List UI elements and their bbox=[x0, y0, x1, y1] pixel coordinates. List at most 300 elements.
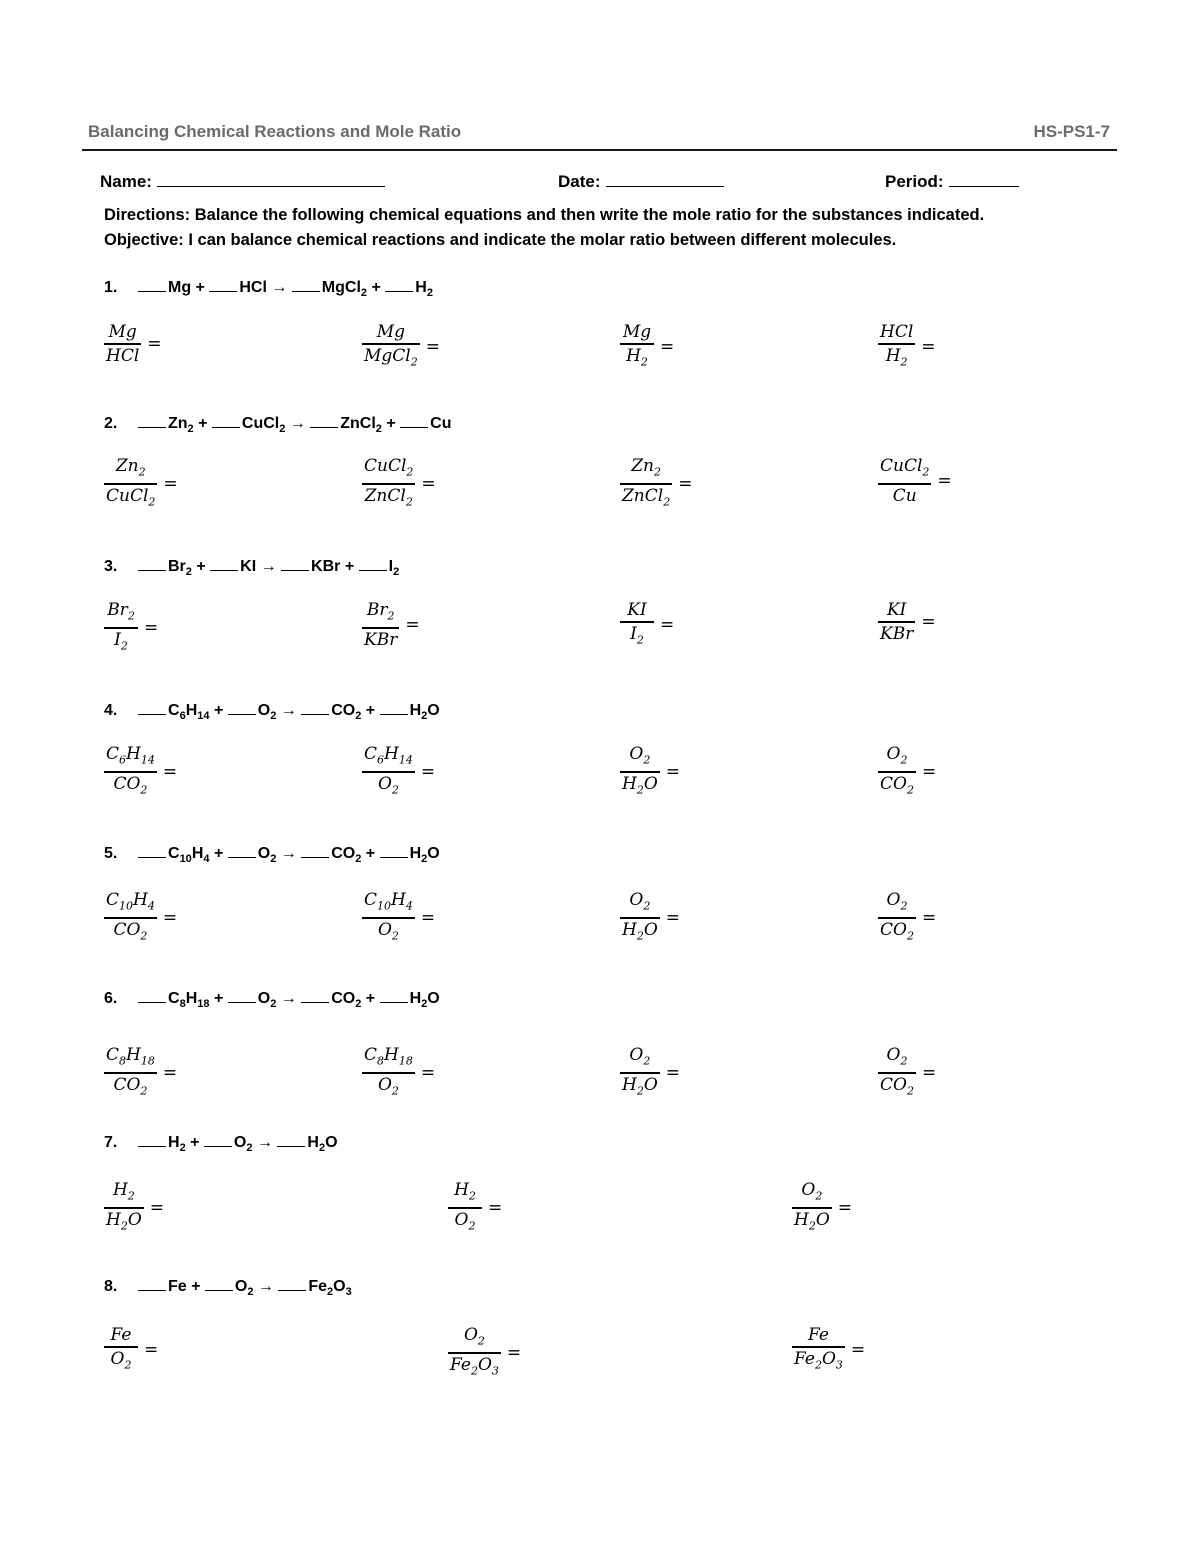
denominator-subscript: 2 bbox=[640, 355, 648, 369]
ratio-denominator bbox=[620, 485, 672, 512]
formula-element: H bbox=[409, 990, 422, 1007]
ratio-fraction bbox=[362, 1045, 415, 1102]
numerator-element: KI bbox=[886, 600, 907, 620]
denominator-element: O bbox=[377, 920, 392, 941]
denominator-subscript: 2 bbox=[468, 1219, 476, 1233]
coefficient-blank[interactable] bbox=[359, 557, 387, 571]
denominator-element: I bbox=[630, 624, 637, 644]
mole-ratio bbox=[104, 890, 177, 947]
coefficient-blank[interactable] bbox=[138, 701, 166, 715]
denominator-subscript: 2 bbox=[906, 783, 914, 797]
denominator-element: CO bbox=[113, 774, 141, 795]
chemical-equation bbox=[138, 845, 440, 866]
problem-3-equation bbox=[104, 557, 399, 578]
mole-ratio bbox=[104, 1180, 164, 1237]
formula-element: H bbox=[185, 990, 198, 1007]
ratio-denominator bbox=[363, 485, 415, 512]
ratio-numerator bbox=[375, 322, 407, 343]
numerator-element: CuCl bbox=[364, 456, 407, 476]
chemical-equation bbox=[138, 415, 452, 436]
ratio-numerator bbox=[885, 890, 910, 917]
coefficient-blank[interactable] bbox=[138, 989, 166, 1003]
formula bbox=[233, 1134, 253, 1155]
coefficient-blank[interactable] bbox=[138, 414, 166, 428]
denominator-element: H bbox=[885, 346, 901, 366]
problem-number: 1. bbox=[104, 279, 118, 296]
formula bbox=[168, 415, 194, 436]
equals-sign: = bbox=[144, 618, 159, 639]
mole-ratio bbox=[792, 1180, 852, 1237]
ratio-fraction bbox=[362, 322, 420, 372]
coefficient-blank[interactable] bbox=[292, 278, 320, 292]
denominator-subscript: 2 bbox=[391, 783, 399, 797]
equals-sign: = bbox=[163, 474, 178, 495]
formula-subscript: 2 bbox=[327, 1286, 334, 1299]
mole-ratio bbox=[104, 322, 162, 366]
equals-sign: = bbox=[921, 908, 937, 929]
coefficient-blank[interactable] bbox=[380, 844, 408, 858]
ratio-fraction bbox=[620, 890, 660, 947]
coefficient-blank[interactable] bbox=[210, 557, 238, 571]
numerator-subscript: 2 bbox=[815, 1189, 823, 1203]
mole-ratio bbox=[620, 456, 692, 513]
instructions bbox=[104, 203, 984, 253]
formula-element: C bbox=[168, 990, 180, 1007]
coefficient-blank[interactable] bbox=[380, 701, 408, 715]
denominator-element: O bbox=[454, 1210, 469, 1231]
ratio-numerator bbox=[627, 890, 652, 917]
denominator-element: O bbox=[815, 1210, 830, 1231]
formula-element: CO bbox=[331, 702, 356, 719]
mole-ratio bbox=[620, 890, 680, 947]
reaction-arrow: → bbox=[276, 845, 302, 862]
formula bbox=[257, 845, 277, 866]
equals-sign: = bbox=[421, 474, 436, 495]
page-header bbox=[88, 118, 1110, 146]
formula-subscript: 14 bbox=[197, 710, 210, 723]
ratio-denominator bbox=[111, 1074, 149, 1101]
problem-number: 4. bbox=[104, 702, 118, 719]
ratio-numerator bbox=[104, 1045, 157, 1072]
numerator-subscript: 2 bbox=[477, 1334, 485, 1348]
equals-sign: = bbox=[420, 908, 436, 929]
equals-sign: = bbox=[921, 762, 937, 783]
coefficient-blank[interactable] bbox=[212, 414, 240, 428]
ratio-denominator bbox=[792, 1348, 845, 1375]
denominator-element: O bbox=[643, 1075, 658, 1096]
formula bbox=[168, 845, 210, 866]
equals-sign: = bbox=[921, 337, 936, 358]
formula bbox=[168, 1134, 186, 1155]
mole-ratio bbox=[620, 744, 680, 801]
formula-subscript: 2 bbox=[247, 1286, 254, 1299]
problem-number: 3. bbox=[104, 558, 118, 575]
denominator-subscript: 2 bbox=[906, 1084, 914, 1098]
ratio-fraction bbox=[362, 456, 415, 513]
ratio-numerator bbox=[462, 1325, 487, 1352]
ratio-denominator bbox=[376, 1074, 401, 1101]
ratio-denominator bbox=[111, 773, 149, 800]
numerator-element: CuCl bbox=[880, 456, 923, 476]
coefficient-blank[interactable] bbox=[380, 989, 408, 1003]
ratio-numerator bbox=[878, 456, 931, 483]
equals-sign: = bbox=[665, 762, 681, 783]
equals-sign: = bbox=[162, 908, 178, 929]
ratio-fraction bbox=[104, 322, 141, 366]
coefficient-blank[interactable] bbox=[138, 1277, 166, 1291]
formula-subscript: 3 bbox=[345, 1286, 352, 1299]
formula-element: Fe bbox=[168, 1278, 187, 1295]
equals-sign: = bbox=[937, 471, 952, 492]
formula-subscript: 2 bbox=[270, 710, 277, 723]
coefficient-blank[interactable] bbox=[209, 278, 237, 292]
ratio-fraction bbox=[878, 456, 931, 506]
formula-subscript: 2 bbox=[185, 566, 192, 579]
coefficient-blank[interactable] bbox=[310, 414, 338, 428]
period-blank[interactable] bbox=[949, 170, 1019, 187]
plus-sign: + bbox=[186, 1278, 205, 1295]
mole-ratio bbox=[362, 600, 420, 650]
formula-subscript: 2 bbox=[421, 710, 428, 723]
formula-element: O bbox=[257, 845, 271, 862]
formula-subscript: 2 bbox=[279, 423, 286, 436]
mole-ratio bbox=[362, 890, 435, 947]
formula-subscript: 2 bbox=[270, 853, 277, 866]
coefficient-blank[interactable] bbox=[228, 701, 256, 715]
mole-ratio bbox=[878, 890, 936, 947]
formula-subscript: 2 bbox=[393, 566, 400, 579]
problem-4-equation bbox=[104, 701, 440, 722]
reaction-arrow: → bbox=[256, 558, 282, 575]
formula-element: H bbox=[409, 702, 422, 719]
coefficient-blank[interactable] bbox=[228, 989, 256, 1003]
period-field[interactable] bbox=[885, 170, 1019, 192]
formula-subscript: 8 bbox=[179, 998, 186, 1011]
formula bbox=[239, 279, 267, 296]
ratio-denominator bbox=[448, 1354, 501, 1381]
coefficient-blank[interactable] bbox=[277, 1133, 305, 1147]
denominator-element: MgCl bbox=[364, 346, 411, 366]
numerator-subscript: 2 bbox=[387, 609, 395, 623]
denominator-element: CO bbox=[880, 920, 907, 941]
ratio-fraction bbox=[620, 744, 660, 801]
date-field[interactable] bbox=[558, 170, 724, 192]
numerator-element: O bbox=[886, 1045, 901, 1065]
formula bbox=[331, 845, 362, 866]
formula-subscript: 6 bbox=[179, 710, 186, 723]
coefficient-blank[interactable] bbox=[301, 701, 329, 715]
ratio-fraction bbox=[104, 1045, 157, 1102]
equals-sign: = bbox=[665, 1063, 681, 1084]
formula bbox=[409, 702, 440, 723]
numerator-element: Mg bbox=[108, 322, 137, 342]
reaction-arrow: → bbox=[285, 415, 311, 432]
coefficient-blank[interactable] bbox=[385, 278, 413, 292]
numerator-subscript: 2 bbox=[643, 899, 651, 913]
numerator-element: H bbox=[126, 744, 141, 764]
formula-subscript: 18 bbox=[197, 998, 210, 1011]
problem-number: 6. bbox=[104, 990, 118, 1007]
numerator-subscript: 6 bbox=[119, 753, 127, 767]
ratio-fraction bbox=[104, 744, 157, 801]
problem-number: 2. bbox=[104, 415, 118, 432]
name-field[interactable] bbox=[100, 170, 385, 192]
formula-element: HCl bbox=[239, 279, 267, 296]
numerator-subscript: 4 bbox=[405, 899, 413, 913]
formula-element: Cu bbox=[430, 415, 452, 432]
ratio-denominator bbox=[104, 485, 157, 512]
numerator-subscript: 6 bbox=[377, 753, 385, 767]
mole-ratio bbox=[104, 600, 158, 657]
chemical-equation bbox=[138, 990, 440, 1011]
coefficient-blank[interactable] bbox=[138, 557, 166, 571]
equals-sign: = bbox=[425, 337, 440, 358]
formula-element: C bbox=[168, 702, 180, 719]
name-label: Name: bbox=[100, 172, 152, 191]
coefficient-blank[interactable] bbox=[204, 1133, 232, 1147]
formula bbox=[240, 558, 256, 575]
numerator-element: H bbox=[112, 1180, 128, 1200]
problem-number: 7. bbox=[104, 1134, 118, 1151]
numerator-element: Br bbox=[107, 600, 128, 620]
denominator-element: I bbox=[114, 630, 121, 651]
formula-element: H bbox=[168, 1134, 180, 1151]
denominator-subscript: 2 bbox=[470, 1364, 478, 1378]
denominator-element: H bbox=[622, 774, 637, 795]
reaction-arrow: → bbox=[276, 702, 302, 719]
equals-sign: = bbox=[147, 334, 162, 354]
denominator-subscript: 2 bbox=[140, 783, 148, 797]
ratio-denominator bbox=[109, 1348, 134, 1375]
denominator-element: O bbox=[110, 1349, 125, 1369]
numerator-subscript: 8 bbox=[377, 1054, 385, 1068]
chemical-equation bbox=[138, 558, 400, 579]
coefficient-blank[interactable] bbox=[278, 1277, 306, 1291]
mole-ratio bbox=[104, 456, 178, 513]
formula bbox=[234, 1278, 254, 1299]
numerator-subscript: 2 bbox=[138, 465, 146, 479]
numerator-element: Mg bbox=[622, 322, 652, 342]
denominator-subscript: 2 bbox=[124, 1358, 132, 1372]
mole-ratio bbox=[104, 744, 177, 801]
formula-element: O bbox=[257, 990, 271, 1007]
ratio-fraction bbox=[878, 322, 915, 372]
denominator-element: CO bbox=[113, 1075, 141, 1096]
formula-subscript: 2 bbox=[421, 853, 428, 866]
ratio-denominator bbox=[628, 623, 646, 650]
mole-ratio bbox=[620, 600, 674, 650]
formula bbox=[321, 279, 368, 300]
chemical-equation bbox=[138, 1134, 338, 1155]
numerator-subscript: 10 bbox=[119, 899, 134, 913]
mole-ratio bbox=[448, 1325, 521, 1382]
denominator-element: CO bbox=[880, 774, 907, 795]
date-blank[interactable] bbox=[606, 170, 724, 187]
ratio-fraction bbox=[362, 600, 399, 650]
formula bbox=[168, 558, 192, 579]
plus-sign: + bbox=[209, 845, 228, 862]
denominator-subscript: 2 bbox=[814, 1358, 822, 1372]
numerator-subscript: 2 bbox=[900, 1054, 908, 1068]
numerator-subscript: 8 bbox=[119, 1054, 127, 1068]
ratio-fraction bbox=[792, 1325, 845, 1375]
plus-sign: + bbox=[361, 702, 380, 719]
problem-2-equation bbox=[104, 414, 451, 435]
formula-subscript: 2 bbox=[375, 423, 382, 436]
ratio-numerator bbox=[627, 744, 652, 771]
ratio-numerator bbox=[629, 456, 663, 483]
problem-1-equation bbox=[104, 278, 433, 299]
denominator-element: H bbox=[106, 1210, 121, 1231]
ratio-fraction bbox=[620, 322, 654, 372]
ratio-fraction bbox=[620, 456, 672, 513]
equals-sign: = bbox=[660, 615, 675, 636]
denominator-subscript: 2 bbox=[808, 1219, 816, 1233]
formula bbox=[415, 279, 433, 300]
ratio-fraction bbox=[620, 600, 654, 650]
coefficient-blank[interactable] bbox=[138, 278, 166, 292]
formula-element: O bbox=[257, 702, 271, 719]
ratio-denominator bbox=[112, 629, 130, 656]
denominator-subscript: 2 bbox=[906, 929, 914, 943]
chemical-equation bbox=[138, 1278, 352, 1299]
plus-sign: + bbox=[361, 990, 380, 1007]
mole-ratio bbox=[878, 744, 936, 801]
plus-sign: + bbox=[340, 558, 359, 575]
ratio-denominator bbox=[620, 919, 660, 946]
formula bbox=[331, 702, 362, 723]
denominator-element: O bbox=[643, 774, 658, 795]
chemical-equation bbox=[138, 279, 433, 300]
plus-sign: + bbox=[191, 279, 210, 296]
chemical-equation bbox=[138, 702, 440, 723]
denominator-element: H bbox=[794, 1210, 809, 1231]
denominator-subscript: 2 bbox=[663, 495, 671, 509]
coefficient-blank[interactable] bbox=[301, 989, 329, 1003]
ratio-numerator bbox=[885, 600, 908, 621]
reaction-arrow: → bbox=[253, 1278, 279, 1295]
formula-subscript: 10 bbox=[179, 853, 192, 866]
ratio-denominator bbox=[620, 773, 660, 800]
denominator-element: Cu bbox=[892, 486, 917, 507]
numerator-element: C bbox=[364, 1045, 378, 1065]
numerator-element: O bbox=[886, 744, 901, 764]
ratio-fraction bbox=[620, 1045, 660, 1102]
formula-subscript: 2 bbox=[318, 1142, 326, 1155]
formula bbox=[409, 845, 440, 866]
equals-sign: = bbox=[149, 1198, 165, 1219]
ratio-denominator bbox=[624, 345, 650, 372]
ratio-numerator bbox=[365, 600, 397, 627]
ratio-denominator bbox=[620, 1074, 660, 1101]
coefficient-blank[interactable] bbox=[400, 414, 428, 428]
coefficient-blank[interactable] bbox=[228, 844, 256, 858]
ratio-fraction bbox=[448, 1180, 482, 1237]
formula-subscript: 2 bbox=[426, 287, 433, 300]
equals-sign: = bbox=[850, 1340, 866, 1361]
numerator-element: O bbox=[463, 1325, 478, 1345]
problem-5-equation bbox=[104, 844, 440, 865]
equals-sign: = bbox=[162, 1063, 178, 1084]
plus-sign: + bbox=[191, 558, 211, 575]
ratio-numerator bbox=[114, 456, 148, 483]
ratio-numerator bbox=[362, 744, 415, 771]
denominator-element: O bbox=[643, 920, 658, 941]
formula-element: H bbox=[191, 845, 204, 862]
ratio-denominator bbox=[792, 1209, 832, 1236]
equals-sign: = bbox=[660, 337, 675, 358]
numerator-subscript: 2 bbox=[900, 753, 908, 767]
ratio-numerator bbox=[109, 1325, 134, 1346]
ratio-denominator bbox=[362, 629, 399, 650]
formula-subscript: 2 bbox=[187, 423, 194, 436]
formula-element: O bbox=[427, 702, 440, 719]
denominator-element: H bbox=[626, 346, 641, 366]
formula bbox=[340, 415, 382, 436]
formula bbox=[168, 1278, 187, 1295]
reaction-arrow: → bbox=[266, 279, 292, 296]
numerator-element: O bbox=[886, 890, 901, 910]
denominator-element: O bbox=[377, 774, 392, 795]
coefficient-blank[interactable] bbox=[205, 1277, 233, 1291]
numerator-element: Br bbox=[366, 600, 388, 620]
plus-sign: + bbox=[361, 845, 380, 862]
numerator-element: O bbox=[629, 744, 644, 764]
coefficient-blank[interactable] bbox=[281, 557, 309, 571]
equals-sign: = bbox=[921, 612, 936, 632]
standard-code: HS-PS1-7 bbox=[1033, 122, 1110, 141]
mole-ratio bbox=[362, 1045, 435, 1102]
numerator-element: HCl bbox=[880, 322, 914, 342]
formula-subscript: 4 bbox=[203, 853, 210, 866]
numerator-subscript: 18 bbox=[398, 1054, 413, 1068]
ratio-fraction bbox=[104, 600, 138, 657]
directions-text: Directions: Balance the following chemical equations and then write the mole ratio for the substances indicated. bbox=[104, 206, 985, 224]
formula bbox=[257, 702, 277, 723]
problem-6-equation bbox=[104, 989, 440, 1010]
ratio-fraction bbox=[104, 890, 157, 947]
numerator-element: H bbox=[391, 890, 406, 910]
reaction-arrow: → bbox=[252, 1134, 278, 1151]
denominator-subscript: 2 bbox=[405, 495, 413, 509]
formula-element: Zn bbox=[168, 415, 188, 432]
plus-sign: + bbox=[209, 702, 228, 719]
numerator-element: KI bbox=[627, 600, 647, 620]
problem-number: 5. bbox=[104, 845, 118, 862]
numerator-subscript: 18 bbox=[140, 1054, 155, 1068]
mole-ratio bbox=[878, 600, 936, 644]
denominator-element: KBr bbox=[880, 624, 914, 644]
name-blank[interactable] bbox=[157, 170, 385, 187]
formula-element: CuCl bbox=[241, 415, 280, 432]
numerator-subscript: 2 bbox=[127, 1189, 135, 1203]
ratio-denominator bbox=[376, 773, 401, 800]
coefficient-blank[interactable] bbox=[138, 844, 166, 858]
formula-element: CO bbox=[331, 845, 356, 862]
denominator-element: CO bbox=[880, 1075, 907, 1096]
numerator-element: H bbox=[126, 1045, 141, 1065]
numerator-subscript: 2 bbox=[127, 609, 135, 623]
numerator-subscript: 10 bbox=[377, 899, 392, 913]
coefficient-blank[interactable] bbox=[138, 1133, 166, 1147]
formula-element: O bbox=[427, 845, 440, 862]
coefficient-blank[interactable] bbox=[301, 844, 329, 858]
formula bbox=[307, 1134, 338, 1155]
period-label: Period: bbox=[885, 172, 944, 191]
mole-ratio bbox=[878, 322, 936, 372]
denominator-subscript: 2 bbox=[636, 783, 644, 797]
formula-element: KBr bbox=[311, 558, 341, 575]
